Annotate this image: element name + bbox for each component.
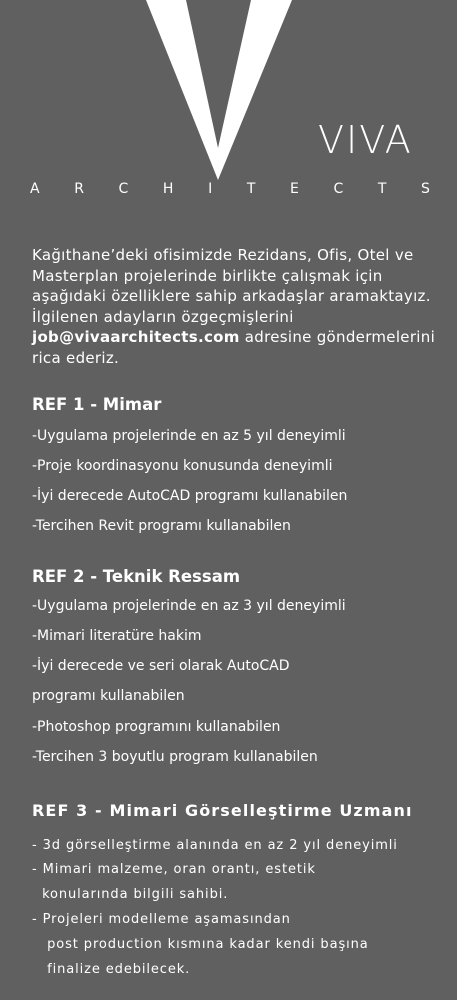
tagline-letter: H bbox=[162, 181, 174, 197]
ref2-requirement: -Tercihen 3 boyutlu program kullanabilen bbox=[32, 749, 318, 765]
tagline-letter: A bbox=[30, 181, 40, 197]
contact-email[interactable]: job@vivaarchitects.com bbox=[32, 328, 240, 347]
tagline-letter: T bbox=[377, 181, 387, 197]
tagline-letter: R bbox=[74, 181, 84, 197]
ref1-requirement: -Proje koordinasyonu konusunda deneyimli bbox=[32, 458, 333, 474]
tagline-letter: E bbox=[289, 181, 299, 197]
ref1-requirement: -Uygulama projelerinde en az 5 yıl deneyimli bbox=[32, 428, 346, 444]
ref1-title: REF 1 - Mimar bbox=[32, 395, 162, 414]
intro-paragraph bbox=[32, 245, 437, 369]
intro-text-end: adresine göndermelerini rica ederiz. bbox=[32, 328, 436, 367]
ref2-title: REF 2 - Teknik Ressam bbox=[32, 567, 241, 586]
ref3-requirement: konularında bilgili sahibi. bbox=[32, 887, 229, 902]
ref3-title: REF 3 - Mimari Görselleştirme Uzmanı bbox=[32, 801, 413, 820]
tagline-letter: I bbox=[208, 181, 213, 197]
brand-tagline bbox=[30, 181, 430, 197]
ref2-requirement: programı kullanabilen bbox=[32, 688, 185, 704]
ref2-requirement: -Mimari literatüre hakim bbox=[32, 628, 202, 644]
ref2-requirement: -İyi derecede ve seri olarak AutoCAD bbox=[32, 658, 290, 674]
ref1-requirement: -Tercihen Revit programı kullanabilen bbox=[32, 518, 291, 534]
ref3-requirement: - 3d görselleştirme alanında en az 2 yıl deneyimli bbox=[32, 838, 398, 853]
ref3-requirement: - Projeleri modelleme aşamasından bbox=[32, 912, 291, 927]
tagline-letter: S bbox=[421, 181, 430, 197]
tagline-letter: C bbox=[118, 181, 129, 197]
ref1-requirement: -İyi derecede AutoCAD programı kullanabilen bbox=[32, 488, 348, 504]
ref2-requirement: -Photoshop programını kullanabilen bbox=[32, 719, 281, 735]
brand-name: VIVA bbox=[318, 118, 413, 162]
ref3-requirement: post production kısmına kadar kendi başına bbox=[32, 937, 369, 952]
ref3-requirement: - Mimari malzeme, oran orantı, estetik bbox=[32, 862, 316, 877]
ref2-requirement: -Uygulama projelerinde en az 3 yıl deneyimli bbox=[32, 598, 346, 614]
intro-text: Kağıthane’deki ofisimizde Rezidans, Ofis, Otel ve Masterplan projelerinde birlikte çalışmak için aşağıdaki özelliklere sahip arkadaşlar aramaktayız. İlgilenen adayların özgeçmişlerini bbox=[32, 246, 431, 326]
ref3-requirement: finalize edebilecek. bbox=[32, 962, 191, 977]
tagline-letter: C bbox=[333, 181, 344, 197]
tagline-letter: T bbox=[246, 181, 256, 197]
